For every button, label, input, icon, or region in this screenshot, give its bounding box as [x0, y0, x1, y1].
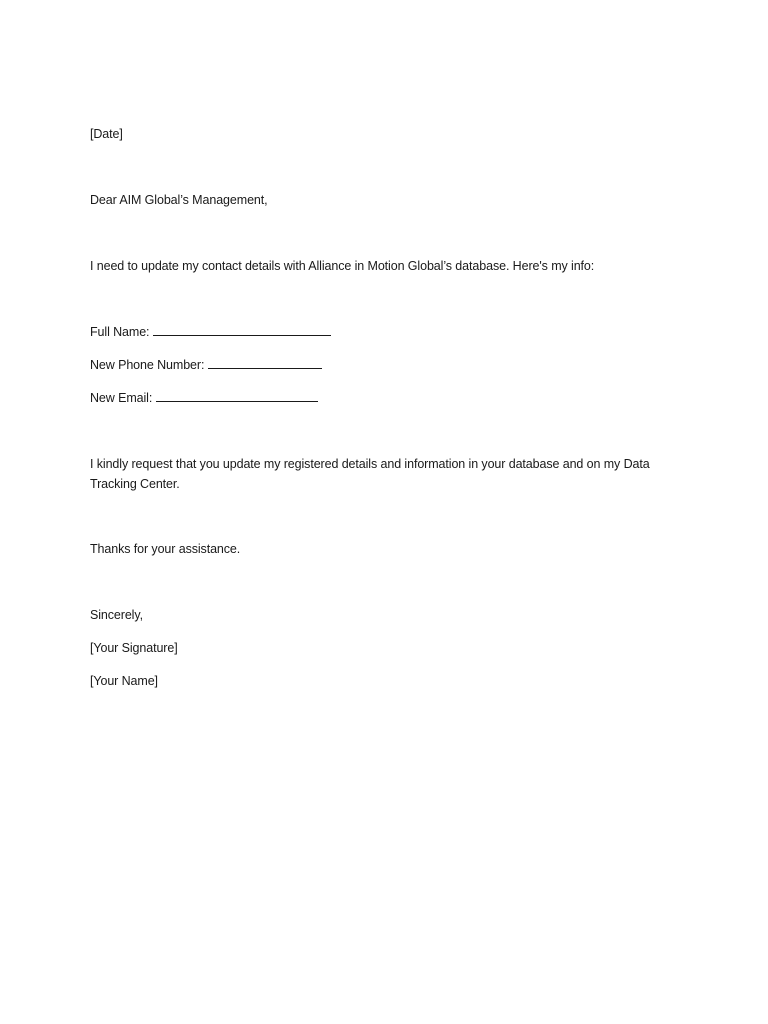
field-full-name: [90, 322, 331, 342]
phone-blank: [208, 355, 322, 369]
thanks-line: Thanks for your assistance.: [90, 542, 241, 556]
field-label-full-name: Full Name:: [90, 325, 150, 339]
salutation: Dear AIM Global’s Management,: [90, 193, 268, 207]
field-label-phone: New Phone Number:: [90, 358, 205, 372]
date-line: [Date]: [90, 127, 123, 141]
field-email: [90, 388, 318, 408]
intro-paragraph: I need to update my contact details with Alliance in Motion Global’s database. Here's my info:: [90, 259, 595, 273]
request-line-1: I kindly request that you update my registered details and information in your database and on my Data: [90, 457, 650, 471]
request-line-2: Tracking Center.: [90, 477, 180, 491]
closing-line: Sincerely,: [90, 608, 143, 622]
name-line: [Your Name]: [90, 674, 158, 688]
full-name-blank: [153, 322, 331, 336]
email-blank: [156, 388, 318, 402]
signature-line: [Your Signature]: [90, 641, 178, 655]
field-label-email: New Email:: [90, 391, 153, 405]
field-phone: [90, 355, 322, 375]
